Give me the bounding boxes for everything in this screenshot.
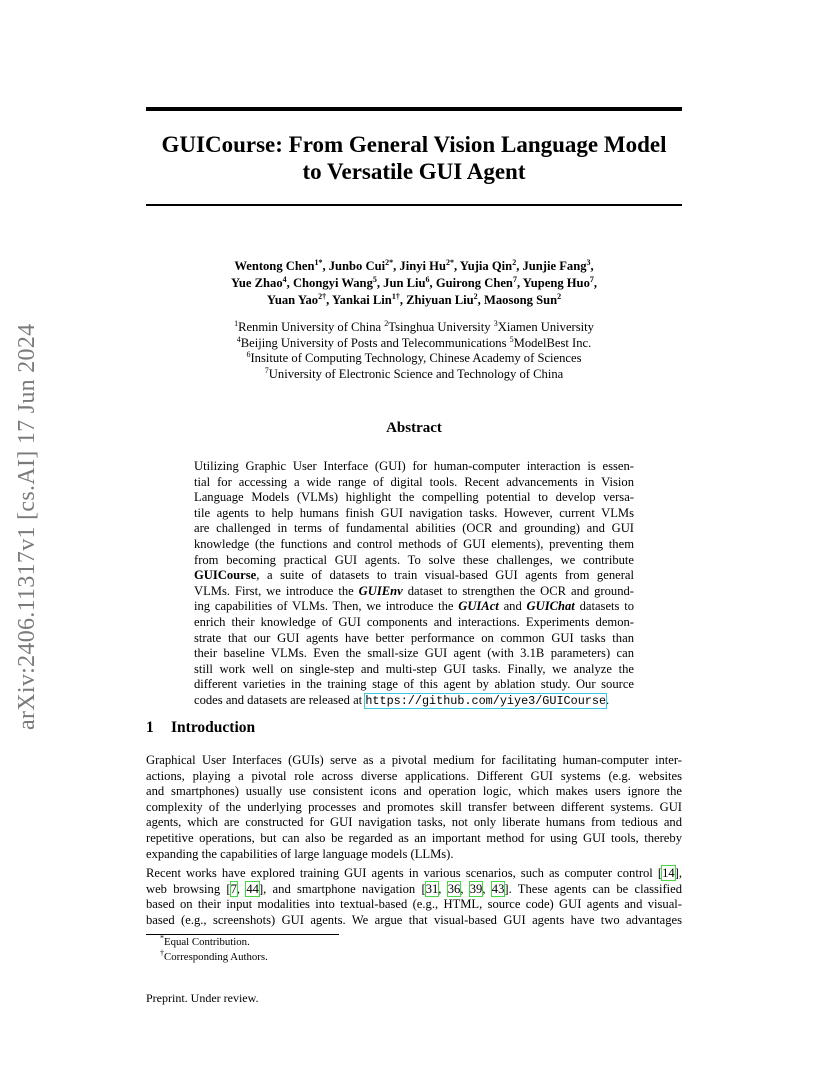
body-line: repetitive operations, but can also be regarded as an important method for using GUI tools, thereby	[146, 830, 682, 845]
abstract-line: GUICourse, a suite of datasets to train visual-based GUI agents from general	[194, 568, 634, 583]
author: Jun Liu	[383, 276, 426, 290]
author-affil: 2*	[385, 257, 394, 267]
author: Junjie Fang	[522, 259, 587, 273]
affiliation-list	[100, 320, 728, 382]
guiact-name: GUIAct	[458, 599, 499, 614]
abstract-line: from becoming practical GUI agents. To solve these challenges, we contribute	[194, 552, 634, 567]
arxiv-side-label: arXiv:2406.11317v1 [cs.AI] 17 Jun 2024	[14, 323, 40, 730]
body-line: expanding the capabilities of large language models (LLMs).	[146, 846, 454, 861]
footnote-equal-contribution: *Equal Contribution.	[160, 933, 250, 948]
section-title: Introduction	[171, 719, 256, 736]
abstract-line: VLMs. First, we introduce the GUIEnv dataset to strengthen the OCR and ground-	[194, 583, 634, 598]
body-line: agents, which are constructed for GUI navigation tasks, not only liberate humans from tedious and	[146, 815, 682, 830]
abstract-line: Utilizing Graphic User Interface (GUI) for human-computer interaction is essen-	[194, 459, 634, 473]
author-affil: 3	[586, 257, 591, 267]
body-line: Recent works have explored training GUI agents in various scenarios, such as computer control [14],	[146, 866, 682, 880]
footnote-rule	[146, 934, 339, 935]
author: Yankai Lin	[331, 293, 392, 307]
affiliation-line: $^4$Beijing University of Posts and Telecommunications $^5$ModelBest Inc.	[236, 334, 592, 350]
affiliation-line: $^1$Renmin University of China $^2$Tsinghua University $^3$Xiamen University	[234, 318, 594, 334]
abstract-line: codes and datasets are released at https://github.com/yiye3/GUICourse.	[194, 692, 610, 708]
author-affil: 2†	[318, 291, 327, 301]
author: Zhiyuan Liu	[406, 293, 474, 307]
author-affil: 7	[512, 274, 517, 284]
section-number: 1	[146, 719, 154, 736]
author-affil: 2	[557, 291, 562, 301]
body-line: based (e.g., screenshots) GUI agents. We argue that visual-based GUI agents have two advantages	[146, 912, 682, 927]
footnote-corresponding: †Corresponding Authors.	[160, 948, 268, 963]
abstract-line: enrich their knowledge of GUI components and interactions. Experiments demon-	[194, 614, 634, 629]
author: Yujia Qin	[459, 259, 513, 273]
guicourse-name: GUICourse	[194, 568, 257, 583]
body-line: web browsing [7, 44], and smartphone navigation [31, 36, 39, 43]. These agents can be classified	[146, 881, 683, 896]
abstract-line: are challenged in terms of fundamental abilities (OCR and grounding) and GUI	[194, 521, 634, 536]
author-list: Wentong Chen$^{1*}$, Junbo Cui$^{2*}$, Jinyi $Hu^{2*}$, Yujia Qin$^2$, Junjie Fang$^3$, Yue Zhao$^4$, Chongyi Wang$^5$, Jun Liu$^6$, Guirong Chen$^7$, Yupeng Huo$^7$, Yuan Yao$^{2\dagger}$, Yankai Lin$^{1\dagger}$, Zhiyuan Liu$^2$, Maosong Sun$^2$	[230, 257, 598, 307]
author-affil: 2	[512, 257, 517, 267]
intro-paragraph-2	[146, 866, 682, 928]
abstract-line: tial for accessing a wide range of digital tools. Recent advancements in Vision	[194, 474, 634, 489]
abstract-line: their baseline VLMs. Even the small-size GUI agent (with 3.1B parameters) can	[194, 646, 634, 661]
abstract-line: different varieties in the training stage of this agent by ablation study. Our source	[194, 677, 634, 692]
affiliation-line: $^6$Insitute of Computing Technology, Chinese Academy of Sciences	[246, 350, 582, 366]
guichat-name: GUIChat	[526, 599, 575, 614]
citation-link[interactable]: 39	[469, 881, 483, 896]
body-line: and smartphones) usually use consistent icons and operation logic, which makes users ignore the	[146, 784, 682, 799]
author: Junbo Cui	[328, 259, 386, 273]
author: Yue Zhao	[230, 276, 283, 290]
author: Chongyi Wang	[292, 276, 373, 290]
citation-link[interactable]: 36	[447, 881, 461, 896]
section-heading-introduction	[146, 719, 255, 737]
author: Guirong Chen	[435, 276, 513, 290]
body-line: actions, playing a pivotal role across diverse applications. Different GUI systems (e.g. websites	[146, 768, 682, 783]
citation-link[interactable]: 44	[246, 881, 259, 896]
abstract-body	[194, 459, 634, 710]
author: Yupeng Huo	[522, 276, 590, 290]
body-line: Graphical User Interfaces (GUIs) serve as a pivotal medium for facilitating human-computer inter-	[146, 753, 682, 767]
title-line-2: to Versatile GUI Agent	[302, 159, 526, 184]
abstract-line: ing capabilities of VLMs. Then, we introduce the GUIAct and GUIChat datasets to	[194, 599, 634, 614]
intro-paragraph-1	[146, 753, 682, 862]
affiliation-line: $^7$University of Electronic Science and Technology of China	[264, 365, 564, 381]
abstract-heading: Abstract	[386, 420, 442, 436]
author-affil: 1†	[391, 291, 400, 301]
author: Wentong Chen	[234, 259, 315, 273]
abstract-line: still work well on single-step and multi-step GUI tasks. Finally, we analyze the	[194, 661, 634, 676]
abstract-line: Language Models (VLMs) highlight the compelling potential to develop versa-	[194, 490, 634, 505]
title-bottom-rule	[146, 204, 682, 206]
citation-link[interactable]: 14	[662, 866, 675, 880]
author-affil: 1*	[314, 257, 323, 267]
author-affil: 6	[425, 274, 430, 284]
guienv-name: GUIEnv	[358, 583, 403, 598]
abstract-line: strate that our GUI agents have better performance on common GUI tasks than	[194, 630, 634, 645]
abstract-line: tile agents to help humans finish GUI navigation tasks. However, current VLMs	[194, 505, 634, 520]
body-line: based on their input modalities into textual-based (e.g., HTML, source code) GUI agents and visual-	[146, 897, 682, 912]
body-line: complexity of the underlying processes and promotes skill transfer between different systems. GUI	[146, 799, 682, 814]
author-affil: 4	[282, 274, 287, 284]
author-affil: 5	[372, 274, 377, 284]
title-line-1: GUICourse: From General Vision Language Model	[161, 132, 667, 157]
paper-title	[100, 131, 728, 185]
citation-link[interactable]: 7	[230, 881, 237, 896]
title-top-rule	[146, 107, 682, 111]
abstract-line: knowledge (the functions and control methods of GUI elements), preventing them	[194, 536, 634, 551]
preprint-footer: Preprint. Under review.	[146, 991, 259, 1005]
citation-link[interactable]: 43	[491, 881, 505, 896]
github-link[interactable]: https://github.com/yiye3/GUICourse	[365, 693, 607, 708]
author-affil: 2*	[445, 257, 454, 267]
author-affil: 7	[589, 274, 594, 284]
author: Maosong Sun	[483, 293, 558, 307]
citation-link[interactable]: 31	[425, 881, 439, 896]
author-affil: 2	[473, 291, 478, 301]
author: Yuan Yao	[266, 293, 319, 307]
author: Jinyi Hu	[399, 259, 446, 273]
